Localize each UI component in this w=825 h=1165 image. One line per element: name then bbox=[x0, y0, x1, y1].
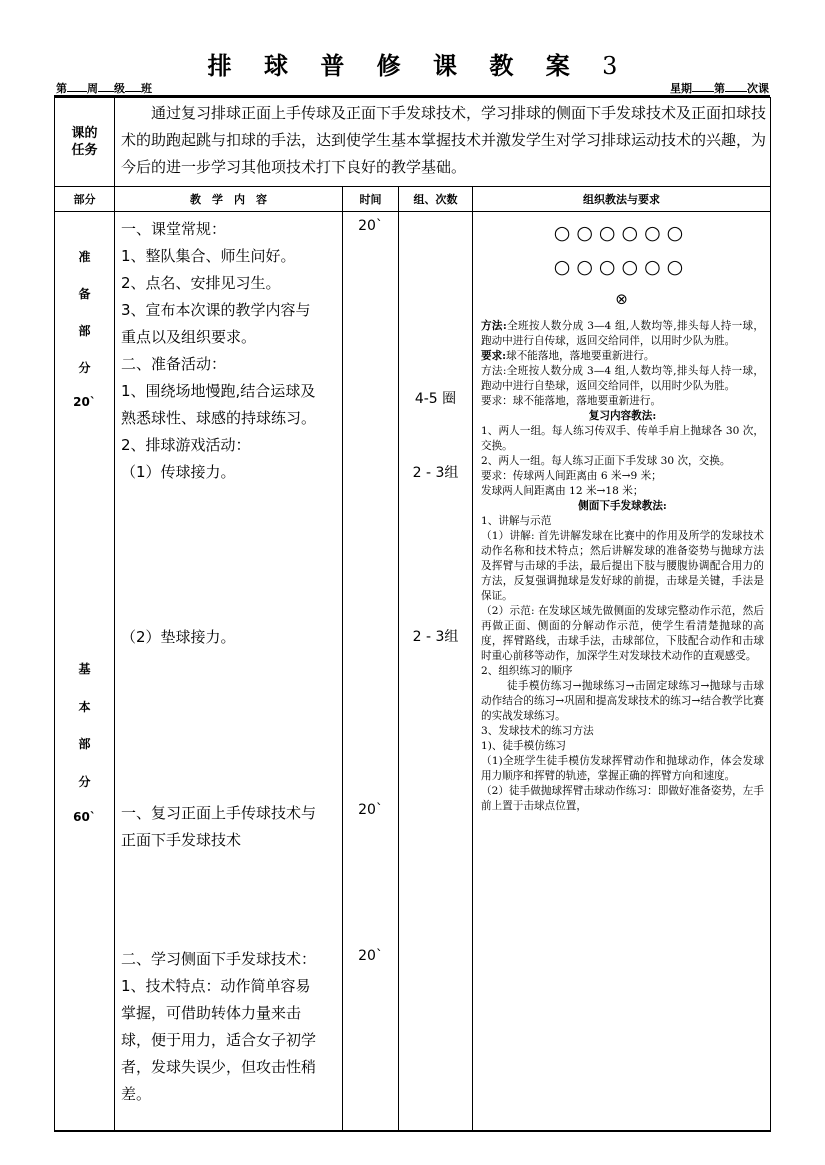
player-formation-row: ○○○○○○ bbox=[553, 256, 690, 278]
lesson-plan-table bbox=[54, 97, 771, 1132]
method-column bbox=[473, 212, 771, 1132]
content-line: 一、课堂常规： bbox=[121, 220, 227, 238]
content-line: 正面下手发球技术 bbox=[121, 831, 242, 849]
task-row bbox=[55, 98, 771, 187]
content-line: 1、技术特点：动作简单容易 bbox=[121, 977, 311, 995]
column-header-row bbox=[55, 187, 771, 212]
content-line: （2）垫球接力。 bbox=[121, 628, 236, 646]
header-groups: 组、次数 bbox=[399, 187, 473, 212]
player-formation-row: ○○○○○○ bbox=[553, 222, 690, 244]
section-main-time: 60` bbox=[73, 810, 96, 824]
body-row bbox=[55, 212, 771, 1132]
header-method: 组织教法与要求 bbox=[473, 187, 771, 212]
content-line: 二、准备活动： bbox=[121, 355, 227, 373]
page-title: 排 球 普 修 课 教 案 3 bbox=[207, 51, 618, 80]
weekday-lesson-line: 星期 第 次课 bbox=[670, 82, 769, 95]
content-line: 者，发球失误少，但攻击性稍 bbox=[121, 1058, 317, 1076]
content-line: 重点以及组织要求。 bbox=[121, 328, 257, 346]
time-value: 20` bbox=[358, 218, 383, 234]
section-prep-2: 备 bbox=[78, 287, 91, 301]
groups-value: 4-5 圈 bbox=[414, 391, 457, 407]
review-title: 复习内容教法: bbox=[588, 410, 657, 422]
method-text: 方法:全班按人数分成 3—4 组,人数均等,排头每人持一球，跑动中进行自传球，返回交给同伴，以用时少队为胜。 要求:球不能落地，落地要重新进行。 方法:全班按人数分成 3—4 组,人数均等,排头每人持一球，跑动中进行自垫球，返回交给同伴，以用时少队为胜。 要求：球不能落地，落地要重新进行。 复习内容教法: 1、两人一组。每人练习传双手、传单手肩上抛球各 30 次，交换。 2、两人一组。每人练习正面下手发球 30 次，交换。 要求：传球两人间距离由 6 米→9 米； 发球两人间距离由 12 米→18 米； 侧面下手发球教法: 1、讲解与示范 （1）讲解: 首先讲解发球在比赛中的作用及所学的发球技术动作名称和技术特点；然后讲解发球的准备姿势与抛球方法及挥臂与击球的手法，最后提出下肢与腰腹协调配合用力的方法，反复强调抛球是发好球的前提，击球是关键，手法是保证。 （2）示范: 在发球区域先做侧面的发球完整动作示范，然后再做正面、侧面的分解动作示范，使学生看清楚抛球的高度，挥臂路线，击球手法，击球部位，下肢配合动作和击球时重心前移等动作，加深学生对发球技术动作的直观感受。 2、组织练习的顺序 徒手模仿练习→抛球练习→击固定球练习→抛球与击球动作结合的练习→巩固和提高发球技术的练习→结合教学比赛的实战发球练习。 3、发球技术的练习方法 1)、徒手模仿练习 （1)全班学生徒手模仿发球挥臂动作和抛球动作，体会发球用力顺序和挥臂的轨迹，掌握正确的挥臂方向和速度。 （2）徒手做抛球挥臂击球动作练习：即做好准备姿势，左手前上置于击球点位置， bbox=[481, 320, 765, 812]
section-column bbox=[55, 212, 115, 1132]
content-line: 2、点名、安排见习生。 bbox=[121, 274, 281, 292]
section-prep-time: 20` bbox=[73, 395, 96, 409]
time-value: 20` bbox=[358, 802, 383, 818]
section-prep-4: 分 bbox=[78, 361, 91, 375]
task-label: 课的 任务 bbox=[55, 98, 115, 187]
groups-value: 2 - 3组 bbox=[412, 465, 459, 481]
section-main-2: 本 bbox=[78, 700, 91, 714]
content-line: 一、复习正面上手传球技术与 bbox=[121, 804, 317, 822]
task-text: 通过复习排球正面上手传球及正面下手发球技术，学习排球的侧面下手发球技术及正面扣球技术的助跑起跳与扣球的手法，达到使学生基本掌握技术并激发学生对学习排球运动技术的兴趣，为今后的进一步学习其他项技术打下良好的教学基础。 bbox=[115, 98, 771, 187]
content-line: （1）传球接力。 bbox=[121, 463, 236, 481]
header-section: 部分 bbox=[55, 187, 115, 212]
section-main-4: 分 bbox=[78, 775, 91, 789]
groups-column bbox=[399, 212, 473, 1132]
header-content: 教 学 内 容 bbox=[115, 187, 343, 212]
content-column bbox=[115, 212, 343, 1132]
section-prep-3: 部 bbox=[78, 324, 91, 338]
time-value: 20` bbox=[358, 948, 383, 964]
side-serve-title: 侧面下手发球教法: bbox=[578, 500, 667, 512]
header-time: 时间 bbox=[343, 187, 399, 212]
time-column bbox=[343, 212, 399, 1132]
section-main-1: 基 bbox=[78, 662, 91, 676]
content-line: 2、排球游戏活动： bbox=[121, 436, 251, 454]
content-line: 熟悉球性、球感的持球练习。 bbox=[121, 409, 317, 427]
content-line: 3、宣布本次课的教学内容与 bbox=[121, 301, 311, 319]
content-line: 掌握，可借助转体力量来击 bbox=[121, 1004, 302, 1022]
content-line: 1、围绕场地慢跑,结合运球及 bbox=[121, 382, 316, 400]
week-grade-class-line: 第 周 级 班 bbox=[56, 82, 152, 95]
content-line: 1、整队集合、师生问好。 bbox=[121, 247, 296, 265]
groups-value: 2 - 3组 bbox=[412, 629, 459, 645]
section-main-3: 部 bbox=[78, 737, 91, 751]
content-line: 球，便于用力，适合女子初学 bbox=[121, 1031, 317, 1049]
content-line: 差。 bbox=[121, 1085, 152, 1103]
section-prep-1: 准 bbox=[78, 250, 91, 264]
content-line: 二、学习侧面下手发球技术： bbox=[121, 950, 317, 968]
teacher-marker-icon: ⊗ bbox=[615, 290, 628, 308]
